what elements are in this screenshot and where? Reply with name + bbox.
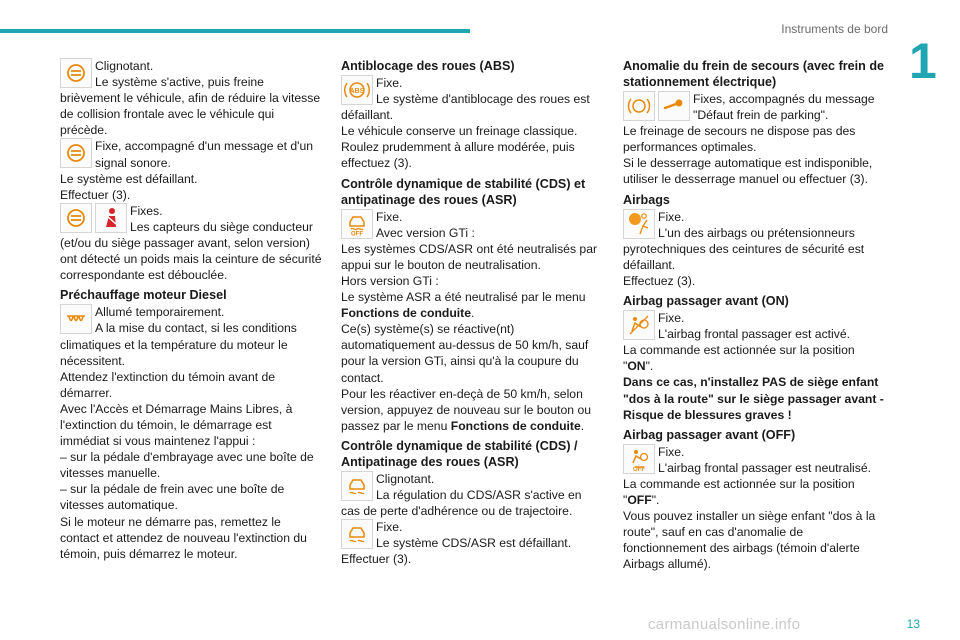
text-line: Le système CDS/ASR est défaillant. xyxy=(376,536,572,551)
text-line: "ON". xyxy=(623,359,654,374)
text-line: Avec version GTi : xyxy=(376,225,475,240)
warning-item-collision-fault xyxy=(60,138,323,202)
text-line: Fixe. xyxy=(658,444,685,459)
column-left xyxy=(60,58,323,562)
warning-item-cds-off xyxy=(341,209,603,434)
glow-plug-icon xyxy=(60,304,92,334)
text-line: Le système est défaillant. xyxy=(60,171,198,186)
svg-text:OFF: OFF xyxy=(633,466,645,471)
text-line: "OFF". xyxy=(623,492,660,507)
stability-icon xyxy=(341,519,373,549)
text-line: – sur la pédale de frein avec une boîte de vitesses automatique. xyxy=(60,482,285,513)
text-line: L'un des airbags ou prétensionneurs pyrotechniques des ceintures de sécurité est défaillant. xyxy=(623,225,865,272)
airbag-icon xyxy=(623,209,655,239)
text-line: Allumé temporairement. xyxy=(95,305,225,320)
warning-item-airbags xyxy=(623,209,886,289)
text-line: La commande est actionnée sur la position xyxy=(623,343,855,358)
text-line: Le système s'active, puis freine brièvement le véhicule, afin de réduire la vitesse de collision frontale avec le véhicule qui précède. xyxy=(60,75,321,138)
collision-warning-icon xyxy=(60,58,92,88)
text-line: Effectuez (3). xyxy=(623,273,696,288)
stability-off-icon xyxy=(341,209,373,239)
text-line: Si le moteur ne démarre pas, remettez le contact et attendez de nouveau l'extinction du témoin, puis démarrez le moteur. xyxy=(60,514,307,561)
text-line: Fixe, accompagné d'un message et d'un signal sonore. xyxy=(95,139,314,170)
heading-abs: Antiblocage des roues (ABS) xyxy=(341,59,515,73)
section-title: Instruments de bord xyxy=(781,22,888,36)
heading-airbag-off: Airbag passager avant (OFF) xyxy=(623,427,796,442)
heading-emergency-brake: Anomalie du frein de secours (avec frein de stationnement électrique) xyxy=(623,59,885,89)
column-right xyxy=(623,58,886,572)
text-line: Ce(s) système(s) se réactive(nt) automatiquement au-dessus de 50 km/h, sauf pour la version GTi, ainsi qu'à la coupure du contact. xyxy=(341,322,589,385)
text-line: Fixe. xyxy=(376,520,403,535)
watermark: carmanualsonline.info xyxy=(648,616,801,633)
text-line: Fixe. xyxy=(658,311,685,326)
passenger-airbag-off-icon xyxy=(623,444,655,474)
text-line: Fixes. xyxy=(130,203,163,218)
text-line: Clignotant. xyxy=(376,471,435,486)
page-number: 13 xyxy=(906,617,920,631)
text-line: Roulez prudemment à allure modérée, puis effectuez (3). xyxy=(341,140,575,171)
heading-airbags: Airbags xyxy=(623,192,670,207)
warning-item-cds-flash xyxy=(341,471,603,519)
heading-diesel: Préchauffage moteur Diesel xyxy=(60,288,227,303)
collision-warning-icon xyxy=(60,203,92,233)
child-seat-airbag-on-icon xyxy=(623,310,655,340)
header-accent-bar xyxy=(0,29,470,33)
text-line: Effectuer (3). xyxy=(341,552,412,567)
text-line: Effectuer (3). xyxy=(60,187,131,202)
svg-text:ABS: ABS xyxy=(349,88,365,95)
warning-item-collision xyxy=(60,58,323,138)
stability-icon xyxy=(341,471,373,501)
wrench-icon xyxy=(658,91,690,121)
warning-item-airbag-on xyxy=(623,310,886,423)
text-line: A la mise du contact, si les conditions climatiques et la température du moteur le nécessitent. xyxy=(60,321,297,368)
warning-item-emergency-brake xyxy=(623,91,886,188)
warning-item-abs xyxy=(341,75,603,172)
text-line: L'airbag frontal passager est neutralisé. xyxy=(658,460,872,475)
column-middle xyxy=(341,58,603,567)
text-line: Fixes, accompagnés du message "Défaut frein de parking". xyxy=(693,92,875,123)
text-line: Fixe. xyxy=(376,76,403,90)
text-line: Les systèmes CDS/ASR ont été neutralisés par appui sur le bouton de neutralisation. xyxy=(341,241,598,272)
text-line: Clignotant. xyxy=(95,59,154,73)
text-line: L'airbag frontal passager est activé. xyxy=(658,327,851,342)
text-line: Le système d'antiblocage des roues est défaillant. xyxy=(341,92,590,123)
text-line: Pour les réactiver en-deçà de 50 km/h, selon version, appuyez de nouveau sur le bouton ou passez par le menu Fonctions de conduite. xyxy=(341,386,592,433)
heading-cds-asr: Contrôle dynamique de stabilité (CDS) et antipatinage des roues (ASR) xyxy=(341,176,586,207)
heading-airbag-on: Airbag passager avant (ON) xyxy=(623,294,789,309)
collision-warning-icon xyxy=(60,138,92,168)
text-line: Le véhicule conserve un freinage classique. xyxy=(341,124,578,139)
text-line: Fixe. xyxy=(376,209,403,224)
text-line: Les capteurs du siège conducteur (et/ou du siège passager avant, selon version) ont détecté un poids mais la ceinture de sécurité correspondante est débouclée. xyxy=(60,219,322,283)
seatbelt-icon xyxy=(95,203,127,233)
text-line: – sur la pédale d'embrayage avec une boîte de vitesses manuelle. xyxy=(60,450,314,481)
warning-item-diesel xyxy=(60,304,323,562)
text-line: Si le desserrage automatique est indisponible, utiliser le desserrage manuel ou effectuer (3). xyxy=(623,156,873,187)
text-line: Le système ASR a été neutralisé par le menu Fonctions de conduite. xyxy=(341,290,586,321)
warning-item-seatbelt xyxy=(60,203,323,283)
brake-icon xyxy=(623,91,655,121)
text-line: Attendez l'extinction du témoin avant de démarrer. xyxy=(60,369,276,400)
text-line: Fixe. xyxy=(658,209,685,224)
warning-text: Dans ce cas, n'installez PAS de siège enfant "dos à la route" sur le siège passager avant - Risque de blessures graves ! xyxy=(623,375,884,422)
text-line: Avec l'Accès et Démarrage Mains Libres, à l'extinction du témoin, le démarrage est immédiat si vous maintenez l'appui : xyxy=(60,401,293,449)
text-line: La régulation du CDS/ASR s'active en cas de perte d'adhérence ou de trajectoire. xyxy=(341,487,582,519)
chapter-number: 1 xyxy=(909,33,937,89)
heading-cds-asr-2: Contrôle dynamique de stabilité (CDS) / Antipatinage des roues (ASR) xyxy=(341,438,578,469)
abs-icon xyxy=(341,75,373,105)
text-line: Hors version GTi : xyxy=(341,273,439,288)
warning-item-airbag-off xyxy=(623,444,886,573)
svg-text:OFF: OFF xyxy=(351,231,363,236)
text-line: Vous pouvez installer un siège enfant "dos à la route", sauf en cas d'anomalie de fonctionnement des airbags (témoin d'alerte Airbags allumé). xyxy=(623,509,876,572)
warning-item-cds-fault xyxy=(341,519,603,567)
text-line: Le freinage de secours ne dispose pas des performances optimales. xyxy=(623,124,856,155)
text-line: La commande est actionnée sur la position xyxy=(623,476,855,491)
